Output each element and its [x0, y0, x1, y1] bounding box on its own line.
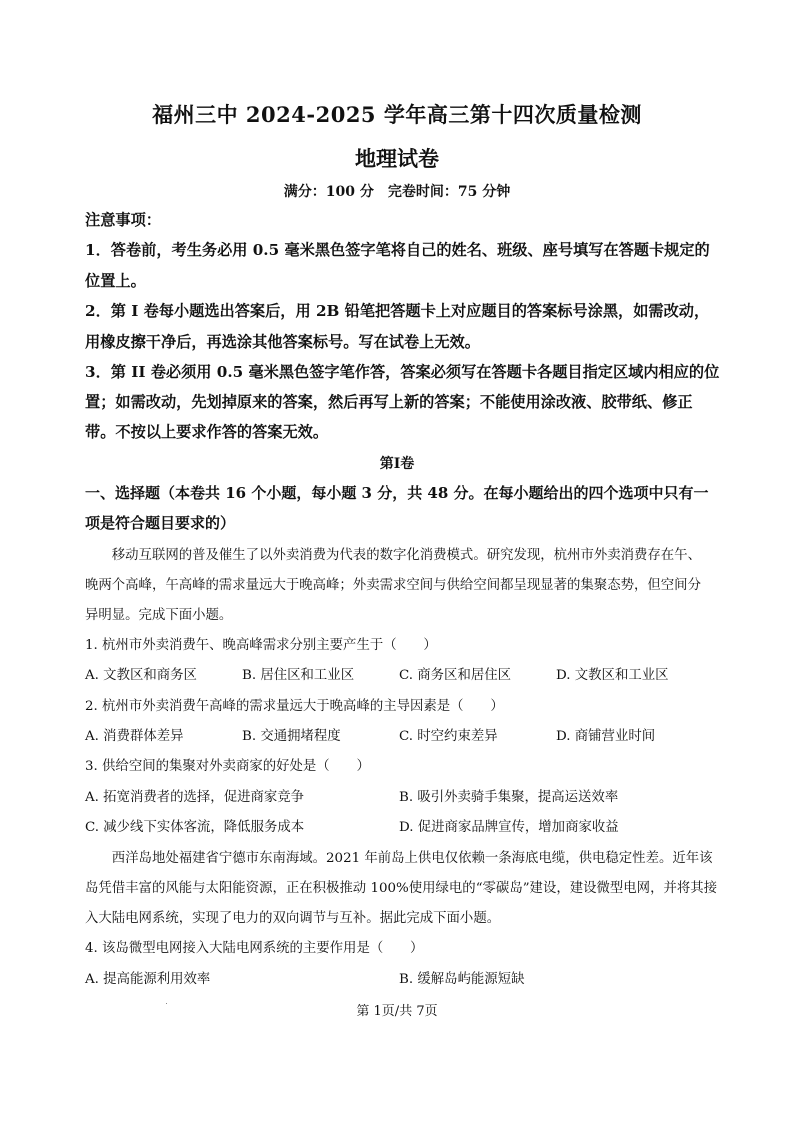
page-footer: 第 1页/共 7页 — [356, 1004, 438, 1019]
option-a: A. 拓宽消费者的选择，促进商家竞争 — [85, 790, 305, 805]
option-b: B. 吸引外卖骑手集聚，提高运送效率 — [399, 790, 619, 805]
option-b: B. 居住区和工业区 — [242, 668, 355, 683]
option-d: D. 商铺营业时间 — [556, 729, 656, 744]
passage-line: 入大陆电网系统，实现了电力的双向调节与互补。据此完成下面小题。 — [85, 911, 501, 926]
question-stem: 1. 杭州市外卖消费午、晚高峰需求分别主要产生于（ ） — [85, 638, 437, 653]
notes-heading: 注意事项： — [85, 211, 161, 229]
option-a: A. 文教区和商务区 — [85, 668, 197, 683]
option-c: C. 减少线下实体客流，降低服务成本 — [85, 820, 305, 835]
passage-line: 晚两个高峰，午高峰的需求量远大于晚高峰；外卖需求空间与供给空间都呈现显著的集聚态势，但空间分 — [85, 578, 701, 593]
passage-line: 西洋岛地处福建省宁德市东南海域。2021 年前岛上供电仅依赖一条海底电缆，供电稳定性差。近年该 — [85, 851, 713, 866]
option-a: A. 提高能源利用效率 — [85, 972, 211, 987]
notes-line: 位置上。 — [85, 272, 146, 290]
section-label: 第Ⅰ卷 — [379, 456, 415, 472]
option-b: B. 交通拥堵程度 — [242, 729, 341, 744]
notes-line: 3．第 II 卷必须用 0.5 毫米黑色签字笔作答，答案必须写在答题卡各题目指定区域内相应的位 — [85, 363, 720, 381]
notes-line: 置；如需改动，先划掉原来的答案，然后再写上新的答案；不能使用涂改液、胶带纸、修正 — [85, 393, 693, 411]
passage-line: 岛凭借丰富的风能与太阳能资源，正在积极推动 100%使用绿电的“零碳岛”建设，建设微型电网，并将其接 — [85, 881, 718, 896]
notes-line: 1．答卷前，考生务必用 0.5 毫米黑色签字笔将自己的姓名、班级、座号填写在答题卡规定的 — [85, 241, 710, 259]
exam-title: 福州三中 2024-2025 学年高三第十四次质量检测 — [152, 102, 642, 127]
notes-line: 带。不按以上要求作答的答案无效。 — [85, 423, 328, 441]
section-heading-line: 项是符合题目要求的） — [85, 514, 236, 532]
option-d: D. 文教区和工业区 — [556, 668, 669, 683]
option-d: D. 促进商家品牌宣传，增加商家收益 — [399, 820, 619, 835]
notes-line: 2．第 I 卷每小题选出答案后，用 2B 铅笔把答题卡上对应题目的答案标号涂黑，如需改动， — [85, 302, 710, 320]
option-a: A. 消费群体差异 — [85, 729, 184, 744]
question-stem: 3. 供给空间的集聚对外卖商家的好处是（ ） — [85, 759, 370, 774]
passage-line: 移动互联网的普及催生了以外卖消费为代表的数字化消费模式。研究发现，杭州市外卖消费存在午、 — [85, 548, 701, 563]
question-stem: 4. 该岛微型电网接入大陆电网系统的主要作用是（ ） — [85, 941, 424, 956]
section-heading-line: 一、选择题（本卷共 16 个小题，每小题 3 分，共 48 分。在每小题给出的四个选项中只有一 — [85, 484, 709, 502]
notes-line: 用橡皮擦干净后，再选涂其他答案标号。写在试卷上无效。 — [85, 333, 480, 351]
question-stem: 2. 杭州市外卖消费午高峰的需求量远大于晚高峰的主导因素是（ ） — [85, 699, 504, 714]
score-info: 满分：100 分 完卷时间：75 分钟 — [283, 184, 511, 200]
option-b: B. 缓解岛屿能源短缺 — [399, 972, 525, 987]
option-c: C. 时空约束差异 — [399, 729, 498, 744]
passage-line: 异明显。完成下面小题。 — [85, 608, 233, 623]
exam-subtitle: 地理试卷 — [355, 146, 439, 171]
option-c: C. 商务区和居住区 — [399, 668, 512, 683]
